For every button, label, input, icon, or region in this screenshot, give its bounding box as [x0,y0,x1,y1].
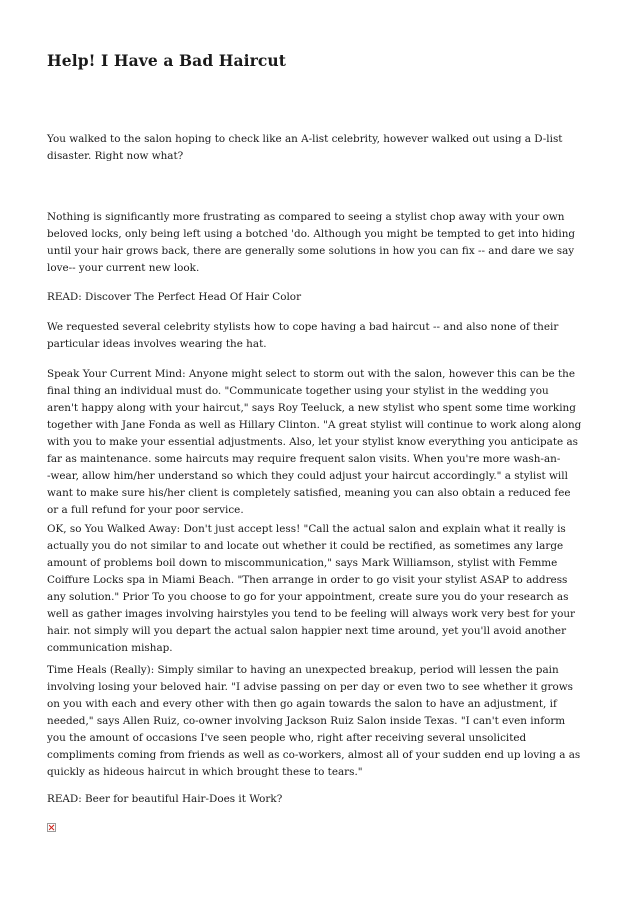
text-line: You walked to the salon hoping to check like an A-list celebrity, however walked out using a D-list [47,133,563,145]
text-line: on you with each and every other with then go again towards the salon to have an adjustment, if [47,698,557,710]
broken-image-icon [47,823,56,832]
text-line: READ: Beer for beautiful Hair-Does it Work? [47,793,283,805]
text-line: READ: Discover The Perfect Head Of Hair Color [47,291,302,303]
paragraph-intro [47,131,607,165]
text-line: actually you do not similar to and locate out whether it could be rectified, as sometimes any large [47,540,564,552]
text-line: communication mishap. [47,642,173,654]
text-line: needed," says Allen Ruiz, co-owner involving Jackson Ruiz Salon inside Texas. "I can't even inform [47,715,566,727]
paragraph-frustration [47,209,607,277]
text-line: want to make sure his/her client is completely satisfied, meaning you can also obtain a reduced fee [47,487,571,499]
text-line: or a full refund for your poor service. [47,504,244,516]
paragraph-speak-your-mind [47,366,607,519]
paragraph-read-hair-color [47,289,607,306]
text-line: beloved locks, only being left using a botched 'do. Although you might be tempted to get into hiding [47,228,576,240]
text-line: Nothing is significantly more frustrating as compared to seeing a stylist chop away with your own [47,211,565,223]
text-line: -wear, allow him/her understand so which they could adjust your haircut accordingly." a stylist will [47,470,568,482]
text-line: We requested several celebrity stylists how to cope having a bad haircut -- and also none of their [47,321,559,333]
text-line: quickly as hideous haircut in which brought these to tears." [47,766,363,778]
text-line: any solution." Prior To you choose to go for your appointment, create sure you do your research as [47,591,569,603]
paragraph-time-heals [47,662,607,781]
text-line: OK, so You Walked Away: Don't just accept less! "Call the actual salon and explain what it really is [47,523,566,535]
text-line: far as maintenance. some haircuts may require frequent salon visits. When you're more wash-an- [47,453,561,465]
text-line: hair. not simply will you depart the actual salon happier next time around, yet you'll avoid another [47,625,567,637]
text-line: final thing an individual must do. "Communicate together using your stylist in the wedding you [47,385,549,397]
paragraph-walked-away [47,521,607,657]
text-line: Coiffure Locks spa in Miami Beach. "Then arrange in order to go visit your stylist ASAP to address [47,574,568,586]
text-line: particular ideas involves wearing the hat. [47,338,267,350]
text-line: until your hair grows back, there are generally some solutions in how you can fix -- and dare we say [47,245,575,257]
paragraph-stylists [47,319,607,353]
text-line: aren't happy along with your haircut," says Roy Teeluck, a new stylist who spent some time working [47,402,576,414]
text-line: Speak Your Current Mind: Anyone might select to storm out with the salon, however this can be the [47,368,575,380]
text-line: together with Jane Fonda as well as Hillary Clinton. "A great stylist will continue to work along along [47,419,582,431]
text-line: you the amount of occasions I've seen people who, right after receiving several unsolicited [47,732,527,744]
text-line: compliments coming from friends as well as co-workers, almost all of your sudden end up loving a as [47,749,581,761]
page-title: Help! I Have a Bad Haircut [47,51,287,70]
text-line: involving losing your beloved hair. "I advise passing on per day or even two to see whether it grows [47,681,574,693]
text-line: amount of problems boil down to miscommunication," says Mark Williamson, stylist with Femme [47,557,558,569]
paragraph-read-beer [47,791,607,808]
text-line: disaster. Right now what? [47,150,184,162]
text-line: well as gather images involving hairstyles you tend to be feeling will always work very best for your [47,608,576,620]
text-line: with you to make your essential adjustments. Also, let your stylist know everything you anticipate as [47,436,579,448]
text-line: Time Heals (Really): Simply similar to having an unexpected breakup, period will lessen the pain [47,664,559,676]
text-line: love-- your current new look. [47,262,200,274]
